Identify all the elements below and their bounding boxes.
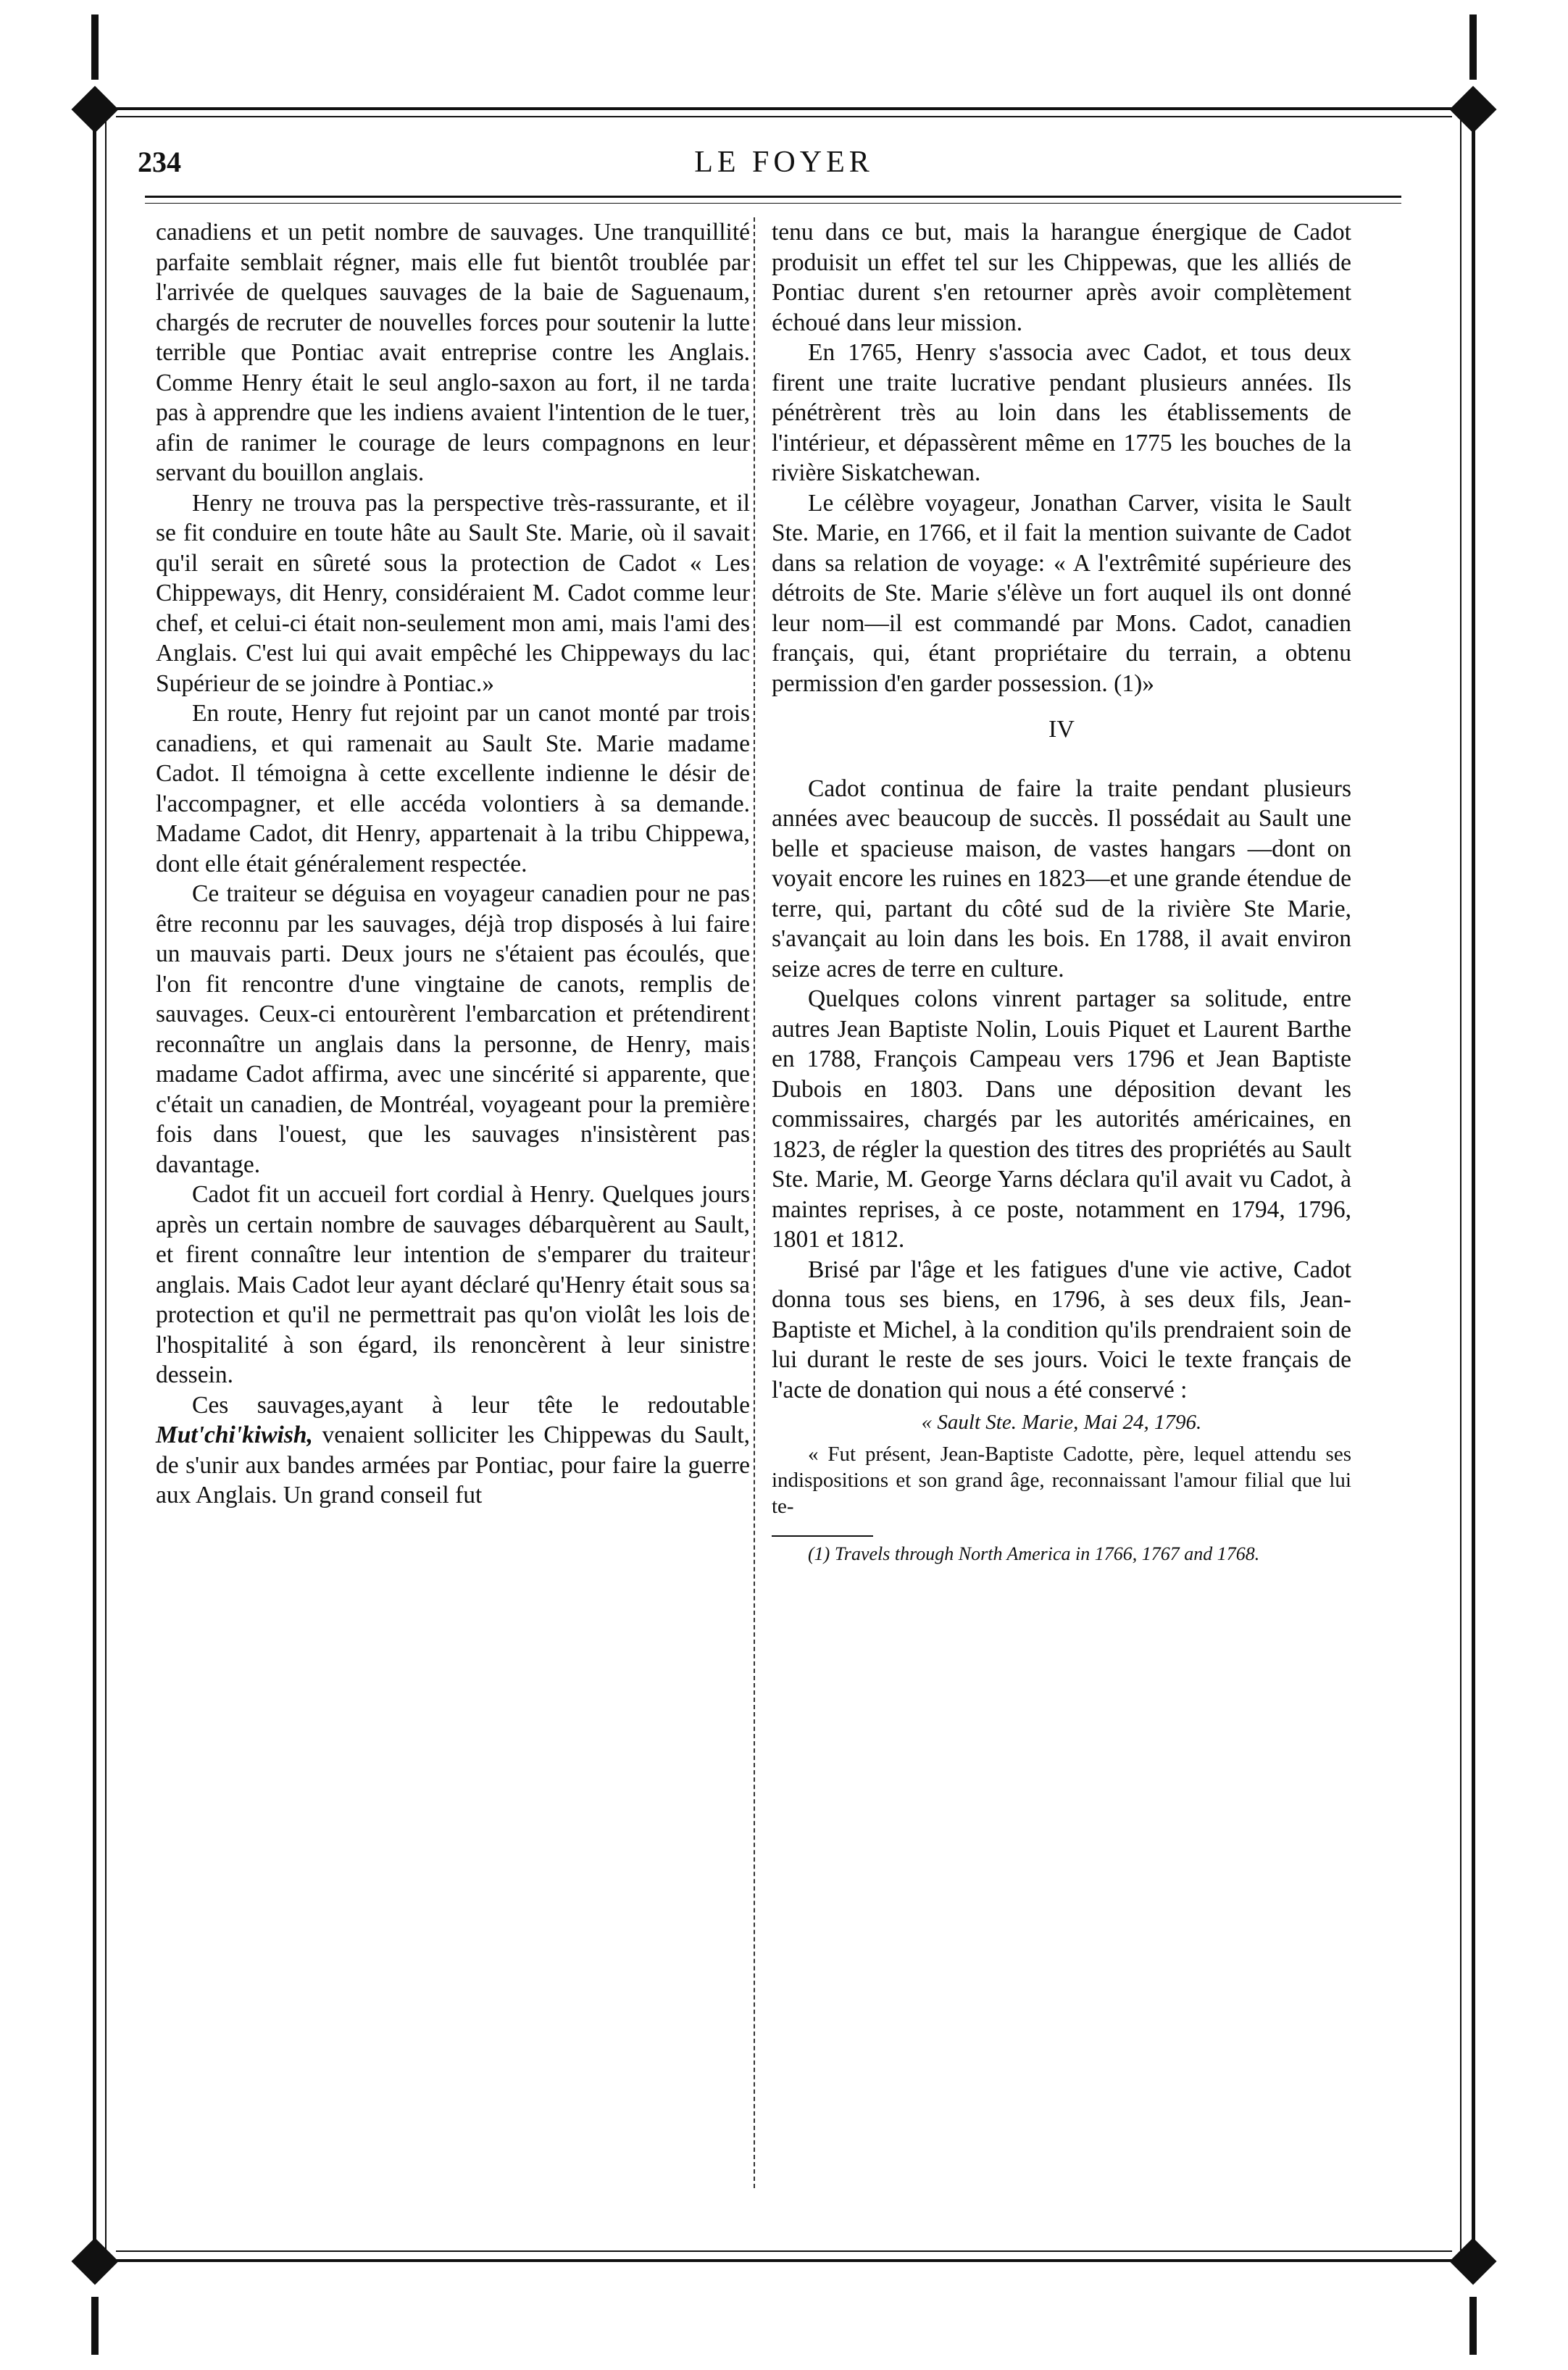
deed-dateline: « Sault Ste. Marie, Mai 24, 1796. bbox=[921, 1411, 1202, 1434]
paragraph: Brisé par l'âge et les fatigues d'une vie active, Cadot donna tous ses biens, en 1796, à ses deux fils, Jean-Baptiste et Michel, à la condition qu'ils prendraient soin de lui durant le reste de ses jours. Voici le texte français de l'acte de donation qui nous a été conservé : bbox=[772, 1256, 1351, 1403]
footnote: (1) Travels through North America in 1766, 1767 and 1768. bbox=[808, 1543, 1260, 1564]
footnote-rule bbox=[772, 1535, 873, 1537]
corner-ornament-top-right bbox=[1449, 85, 1496, 133]
paragraph-text: venaient solliciter les Chippewas du Sault, de s'unir aux bandes armées par Pontiac, pour faire la guerre aux Anglais. Un grand conseil fut bbox=[156, 1422, 750, 1509]
corner-ornament-bottom-right bbox=[1449, 2237, 1496, 2285]
paragraph: Henry ne trouva pas la perspective très-rassurante, et il se fit conduire en toute hâte au Sault Ste. Marie, où il savait qu'il serait en sûreté sous la protection de Cadot « Les Chippeways, dit Henry, considéraient M. Cadot comme leur chef, et celui-ci était non-seulement mon ami, mais l'ami des Anglais. C'est lui qui avait empêché les Chippeways du lac Supérieur de se joindre à Pontiac.» bbox=[156, 489, 750, 697]
spike-ornament-bottom-right bbox=[1469, 2297, 1477, 2355]
left-border-rule-inner bbox=[105, 109, 107, 2261]
spike-ornament-top-right bbox=[1469, 14, 1477, 80]
top-border-rule-inner bbox=[116, 116, 1452, 117]
page-number: 234 bbox=[138, 146, 181, 178]
page-header bbox=[138, 145, 1430, 188]
corner-ornament-bottom-left bbox=[71, 2237, 118, 2285]
paragraph: canadiens et un petit nombre de sauvages. Une tranquillité parfaite semblait régner, mais elle fut bientôt troublée par l'arrivée de quelques sauvages de la baie de Saguenaum, chargés de recruter de nouvelles forces pour soutenir la lutte terrible que Pontiac avait entreprise contre les Anglais. Comme Henry était le seul anglo-saxon au fort, il ne tarda pas à apprendre que les indiens avaient l'intention de le tuer, afin de ranimer le courage de leurs compagnons en leur servant du bouillon anglais. bbox=[156, 219, 750, 486]
paragraph: Le célèbre voyageur, Jonathan Carver, visita le Sault Ste. Marie, en 1766, et il fait la mention suivante de Cadot dans sa relation de voyage: « A l'extrêmité supérieure des détroits de Ste. Marie s'élève un fort auquel ils ont donné leur nom—il est commandé par Mons. Cadot, canadien français, qui, étant propriétaire du terrain, a obtenu permission d'en garder possession. (1)» bbox=[772, 489, 1351, 697]
corner-ornament-top-left bbox=[71, 85, 118, 133]
chief-name: Mut'chi'kiwish, bbox=[156, 1422, 313, 1448]
bottom-border-rule bbox=[87, 2259, 1481, 2262]
paragraph: Cadot continua de faire la traite pendant plusieurs années avec beaucoup de succès. Il possédait au Sault une belle et spacieuse maison, de vastes hangars —dont on voyait encore les ruines en 1823—et une grande étendue de terre, qui, partant du côté sud de la rivière Ste Marie, s'avançait au loin dans les bois. En 1788, il avait environ seize acres de terre en culture. bbox=[772, 775, 1351, 982]
bottom-border-rule-inner bbox=[116, 2250, 1452, 2252]
spike-ornament-bottom-left bbox=[91, 2297, 99, 2355]
paragraph: Ce traiteur se déguisa en voyageur canadien pour ne pas être reconnu par les sauvages, déjà trop disposés à lui faire un mauvais parti. Deux jours ne s'étaient pas écoulés, que l'on fit rencontre d'une vingtaine de canots, remplis de sauvages. Ceux-ci entourèrent l'embarcation et prétendirent reconnaître un anglais dans la personne, de Henry, mais madame Cadot affirma, avec une sincérité si apparente, que c'était un canadien, de Montréal, voyageant pour la première fois dans l'ouest, que les sauvages n'insistèrent pas davantage. bbox=[156, 880, 750, 1178]
top-border-rule bbox=[87, 107, 1481, 110]
paragraph bbox=[156, 1390, 750, 1511]
paragraph: En 1765, Henry s'associa avec Cadot, et tous deux firent une traite lucrative pendant plusieurs années. Ils pénétrèrent très au loin dans les établissements de l'intérieur, et dépassèrent même en 1775 les bouches de la rivière Siskatchewan. bbox=[772, 339, 1351, 486]
running-head: LE FOYER bbox=[694, 146, 874, 179]
spike-ornament-top-left bbox=[91, 14, 99, 80]
right-border-rule bbox=[1472, 109, 1475, 2261]
header-rule bbox=[145, 196, 1401, 198]
paragraph: En route, Henry fut rejoint par un canot monté par trois canadiens, et qui ramenait au Sault Ste. Marie madame Cadot. Il témoigna à cette excellente indienne le désir de l'accompagner, et elle accéda volontiers à sa demande. Madame Cadot, dit Henry, appartenait à la tribu Chippewa, dont elle était généralement respectée. bbox=[156, 700, 750, 877]
column-divider bbox=[754, 217, 755, 2188]
paragraph: tenu dans ce but, mais la harangue énergique de Cadot produisit un effet tel sur les Chippewas, que les alliés de Pontiac durent s'en retourner après avoir complètement échoué dans leur mission. bbox=[772, 219, 1351, 336]
left-border-rule bbox=[93, 109, 96, 2261]
paragraph: Quelques colons vinrent partager sa solitude, entre autres Jean Baptiste Nolin, Louis Piquet et Laurent Barthe en 1788, François Campeau vers 1796 et Jean Baptiste Dubois en 1803. Dans une déposition devant les commissaires, chargés par les autorités américaines, en 1823, de régler la question des titres des propriétés au Sault Ste. Marie, M. George Yarns déclara qu'il avait vu Cadot, à maintes reprises, à ce poste, notamment en 1794, 1796, 1801 et 1812. bbox=[772, 985, 1351, 1253]
paragraph-text: Ces sauvages,ayant à leur tête le redoutable bbox=[192, 1391, 750, 1419]
section-number: IV bbox=[1048, 716, 1075, 743]
right-border-rule-inner bbox=[1460, 109, 1461, 2261]
header-rule-thin bbox=[145, 203, 1401, 204]
right-column bbox=[772, 217, 1351, 1566]
left-column bbox=[156, 217, 750, 1511]
paragraph: Cadot fit un accueil fort cordial à Henry. Quelques jours après un certain nombre de sauvages débarquèrent au Sault, et firent connaître leur intention de s'emparer du traiteur anglais. Mais Cadot leur ayant déclaré qu'Henry était sous sa protection et qu'il ne permettrait pas qu'on violât les lois de l'hospitalité à son égard, ils renoncèrent à leur sinistre dessein. bbox=[156, 1181, 750, 1388]
deed-text: « Fut présent, Jean-Baptiste Cadotte, père, lequel attendu ses indispositions et son grand âge, reconnaissant l'amour filial que lui te- bbox=[772, 1443, 1351, 1518]
